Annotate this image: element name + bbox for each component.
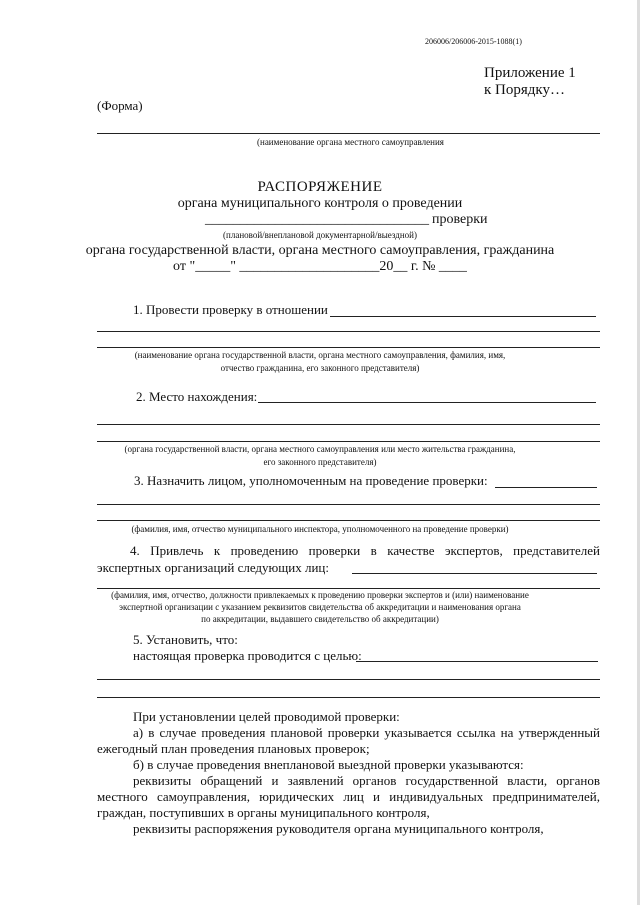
item2-caption-b: его законного представителя) — [263, 457, 377, 467]
title-line-3-blank: ________________________________ — [205, 212, 429, 227]
body-p2-line2: ежегодный план проведения плановых проверок; — [97, 741, 370, 756]
appendix-title: Приложение 1 — [484, 65, 576, 81]
document-title: РАСПОРЯЖЕНИЕ — [257, 179, 383, 195]
item5-line-3 — [97, 697, 600, 698]
item5-label: 5. Установить, что: — [133, 632, 238, 647]
item3-line-2 — [97, 504, 600, 505]
form-label: (Форма) — [97, 98, 143, 113]
item5-fill-line — [356, 661, 598, 662]
item5-line: настоящая проверка проводится с целью: — [133, 648, 362, 663]
body-p2-line1: а) в случае проведения плановой проверки указывается ссылка на утвержденный — [133, 725, 600, 740]
item1-fill-line — [330, 316, 596, 317]
item4-line-3 — [97, 588, 600, 589]
item2-label: 2. Место нахождения: — [136, 389, 258, 404]
issuer-caption: (наименование органа местного самоуправления — [257, 137, 444, 147]
item2-line-3 — [97, 441, 600, 442]
item4-caption-c: по аккредитации, выдавшего свидетельство об аккредитации) — [201, 614, 439, 624]
body-p4-line2: местного самоуправления, юридических лиц и индивидуальных предпринимателей, — [97, 789, 600, 804]
item3-line-3 — [97, 520, 600, 521]
body-p4-line1: реквизиты обращений и заявлений органов государственной власти, органов — [133, 773, 600, 788]
body-p5: реквизиты распоряжения руководителя органа муниципального контроля, — [133, 821, 544, 836]
item1-label: 1. Провести проверку в отношении — [133, 302, 328, 317]
item5-line-2 — [97, 679, 600, 680]
item1-line-3 — [97, 347, 600, 348]
item1-caption-b: отчество гражданина, его законного представителя) — [220, 363, 420, 373]
issuer-line — [97, 133, 600, 134]
item3-fill-line — [495, 487, 597, 488]
date-number-line: от "_____" ____________________20__ г. № ____ — [173, 259, 467, 274]
document-id: 206006/206006-2015-1088(1) — [425, 37, 522, 46]
title-line-2: органа муниципального контроля о проведении — [177, 196, 463, 211]
item4-caption-a: (фамилия, имя, отчество, должности привлекаемых к проведению проверки экспертов и (или) наименование — [111, 590, 529, 600]
item4-line-2: экспертных организаций следующих лиц: — [97, 560, 329, 575]
body-p3: б) в случае проведения внеплановой выездной проверки указываются: — [133, 757, 524, 772]
item2-line-2 — [97, 424, 600, 425]
title-line-4: органа государственной власти, органа местного самоуправления, гражданина — [85, 243, 555, 258]
title-line-3-word: проверки — [432, 212, 488, 227]
item2-caption-a: (органа государственной власти, органа местного самоуправления или место жительства гражданина, — [124, 444, 516, 454]
item3-label: 3. Назначить лицом, уполномоченным на проведение проверки: — [134, 473, 488, 488]
body-p1: При установлении целей проводимой проверки: — [133, 709, 400, 724]
appendix-reference: к Порядку… — [484, 82, 565, 98]
item1-caption-a: (наименование органа государственной власти, органа местного самоуправления, фамилия, имя, — [134, 350, 506, 360]
item1-line-2 — [97, 331, 600, 332]
body-p4-line3: граждан, поступивших в органы муниципального контроля, — [97, 805, 430, 820]
inspection-type-caption: (плановой/внеплановой документарной/выездной) — [223, 230, 417, 240]
item4-line-1: 4. Привлечь к проведению проверки в качестве экспертов, представителей — [130, 543, 600, 558]
item4-caption-b: экспертной организации с указанием реквизитов свидетельства об аккредитации и наименования органа — [119, 602, 521, 612]
item3-caption: (фамилия, имя, отчество муниципального инспектора, уполномоченного на проведение проверки) — [131, 524, 509, 534]
item2-fill-line — [258, 402, 596, 403]
item4-fill-line — [352, 573, 597, 574]
